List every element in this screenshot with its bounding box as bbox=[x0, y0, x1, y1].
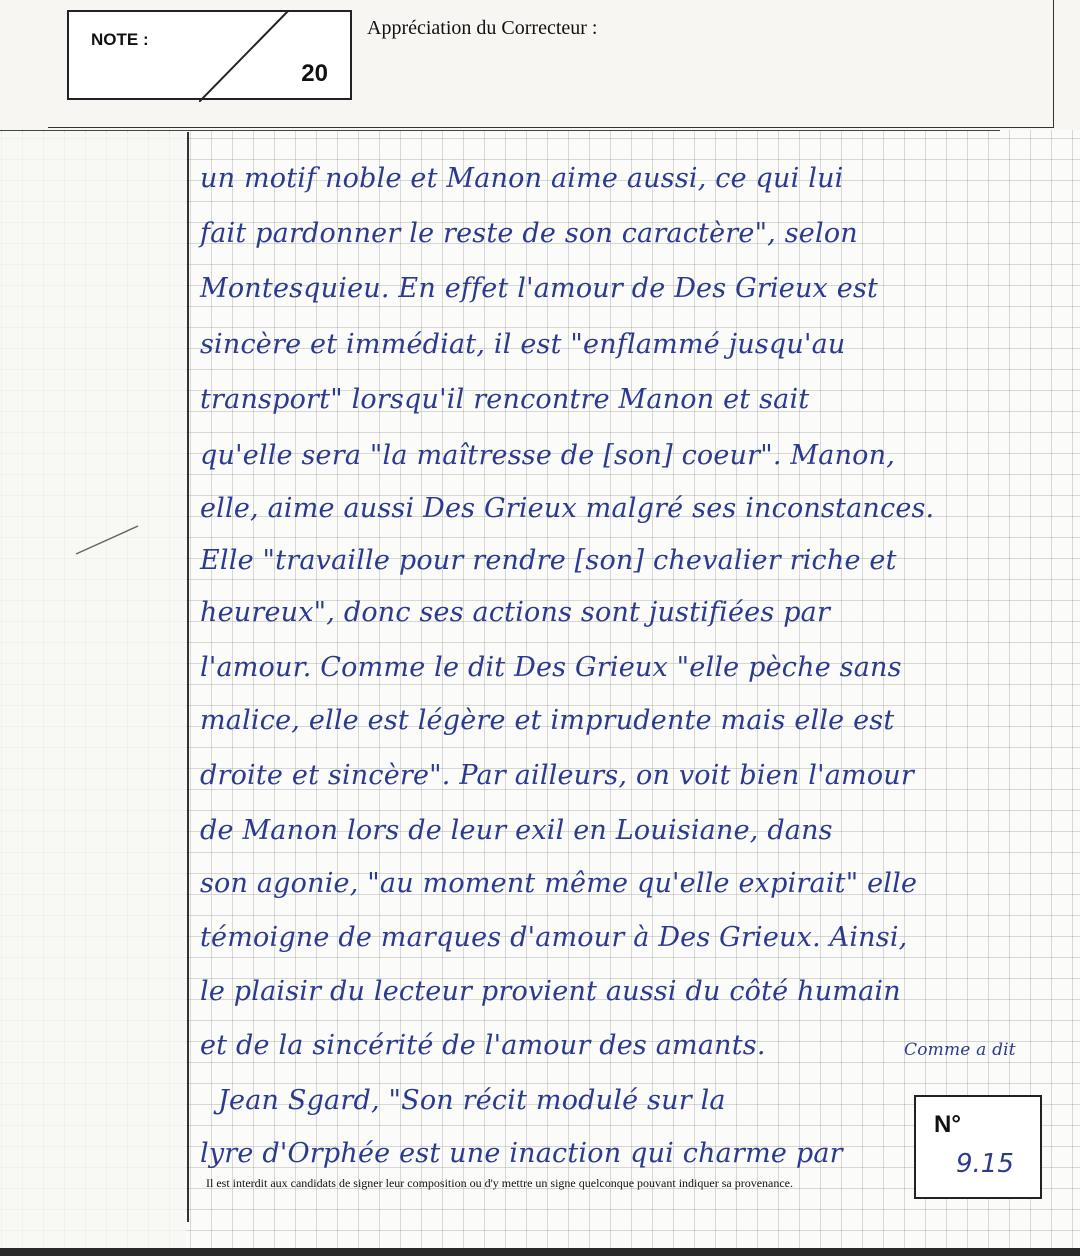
handwritten-line: transport" lorsqu'il rencontre Manon et sait bbox=[200, 384, 810, 415]
bottom-edge bbox=[0, 1248, 1080, 1256]
handwritten-line: de Manon lors de leur exil en Louisiane, dans bbox=[200, 815, 833, 846]
handwritten-line: sincère et immédiat, il est "enflammé jusqu'au bbox=[200, 329, 846, 360]
appreciation-label: Appréciation du Correcteur : bbox=[367, 17, 598, 39]
handwritten-line: droite et sincère". Par ailleurs, on voit bien l'amour bbox=[200, 760, 914, 791]
footer-warning-note: Il est interdit aux candidats de signer leur composition ou d'y mettre un signe quelconque pouvant indiquer sa provenance. bbox=[206, 1176, 794, 1190]
handwritten-line: témoigne de marques d'amour à Des Grieux. Ainsi, bbox=[200, 922, 908, 953]
grade-label: NOTE : bbox=[91, 30, 149, 49]
handwritten-line: un motif noble et Manon aime aussi, ce qui lui bbox=[200, 163, 844, 194]
margin-tick-mark bbox=[74, 518, 144, 558]
handwritten-line: qu'elle sera "la maîtresse de [son] coeur". Manon, bbox=[200, 440, 895, 471]
grade-box bbox=[67, 10, 352, 100]
copy-number-value: 9.15 bbox=[956, 1149, 1014, 1179]
handwritten-line: son agonie, "au moment même qu'elle expirait" elle bbox=[200, 868, 918, 899]
handwritten-line: fait pardonner le reste de son caractère", selon bbox=[200, 218, 858, 249]
handwritten-line: elle, aime aussi Des Grieux malgré ses inconstances. bbox=[200, 493, 935, 524]
margin-line bbox=[187, 132, 189, 1222]
handwritten-line: Elle "travaille pour rendre [son] chevalier riche et bbox=[200, 545, 897, 576]
copy-number-label: N° bbox=[934, 1111, 961, 1138]
handwritten-line: Montesquieu. En effet l'amour de Des Grieux est bbox=[200, 273, 879, 304]
grade-max-value: 20 bbox=[301, 60, 328, 87]
copy-number-box bbox=[914, 1095, 1042, 1199]
handwritten-line: lyre d'Orphée est une inaction qui charme par bbox=[200, 1138, 843, 1169]
handwritten-line: le plaisir du lecteur provient aussi du côté humain bbox=[200, 976, 901, 1007]
handwritten-line: heureux", donc ses actions sont justifiées par bbox=[200, 597, 831, 628]
handwritten-line: malice, elle est légère et imprudente mais elle est bbox=[200, 705, 895, 736]
left-margin-area bbox=[0, 132, 186, 1248]
handwritten-margin-note: Comme a dit bbox=[904, 1040, 1016, 1060]
handwritten-line: l'amour. Comme le dit Des Grieux "elle pèche sans bbox=[200, 652, 902, 683]
handwritten-line: et de la sincérité de l'amour des amants. bbox=[200, 1030, 766, 1061]
grade-diagonal-divider bbox=[199, 10, 356, 102]
paper-top-border bbox=[0, 130, 1000, 131]
handwritten-line: Jean Sgard, "Son récit modulé sur la bbox=[218, 1085, 726, 1116]
